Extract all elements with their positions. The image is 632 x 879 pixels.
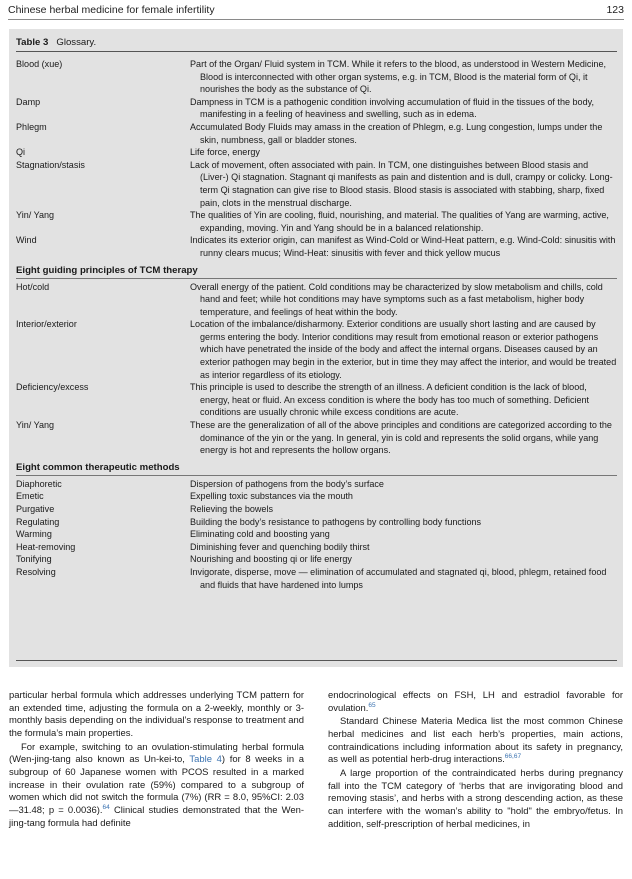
definition-cell: These are the generalization of all of the above principles and conditions are categorized according to the dominance of the yin or the yang. In general, yin is cold and represents the solid organs, while yang energy is hot and represents the hollow organs.	[190, 420, 612, 456]
table-row	[16, 121, 617, 146]
guiding-principles-group	[16, 281, 617, 457]
term-cell: Tonifying	[16, 554, 52, 565]
term-cell: Warming	[16, 529, 52, 540]
table-row	[16, 58, 617, 96]
term-cell: Heat-removing	[16, 541, 76, 552]
term-cell: Hot/cold	[16, 281, 50, 292]
table-row	[16, 566, 617, 591]
citation-65[interactable]: 65	[368, 701, 376, 709]
table-caption	[16, 37, 617, 48]
table-row	[16, 381, 617, 419]
citation-64[interactable]: 64	[102, 803, 110, 811]
definition-cell: Building the body’s resistance to pathogens by controlling body functions	[190, 516, 482, 527]
paragraph: endocrinological effects on FSH, LH and estradiol favorable for ovulation.$^{65}$	[328, 690, 623, 714]
definition-cell: Invigorate, disperse, move — elimination of accumulated and stagnated qi, blood, phlegm, retained food and fluids that have hardened into lumps	[190, 566, 607, 590]
table-row	[16, 281, 617, 319]
page-number: 123	[606, 4, 624, 16]
table-row	[16, 528, 617, 541]
term-cell: Blood (xue)	[16, 59, 63, 69]
table-title: Glossary.	[56, 37, 97, 48]
table-row	[16, 490, 617, 503]
therapeutic-methods-group	[16, 478, 617, 591]
term-cell: Phlegm	[16, 121, 47, 132]
definition-cell: Lack of movement, often associated with pain. In TCM, one distinguishes between Blood stasis and (Liver-) Qi stagnation. Stagnant qi manifests as pain and distention and is dull, crampy or colicky. Long-term Qi stagnation can give rise to Blood stasis. Blood stasis is associated with stabbing, sharp, fixed pain, clots in the menstrual discharge.	[190, 159, 613, 208]
definition-cell: Location of the imbalance/disharmony. Exterior conditions are usually short lasting and are caused by germs entering the body. Interior conditions may result from emotional reason or exterior pathogens which have penetrated the inside of the body and affect the internal organs. Diseases caused by an exterior pathogen may begin in the exterior, but in time they may affect the interior, and would be treated as interior regardless of its etiology.	[190, 319, 617, 380]
header-rule	[8, 19, 624, 20]
table-4-link[interactable]: Table 4	[189, 754, 222, 766]
term-cell: Yin/ Yang	[16, 210, 55, 221]
table-row	[16, 541, 617, 554]
table-row	[16, 478, 617, 491]
definition-cell: Accumulated Body Fluids may amass in the creation of Phlegm, e.g. Lung congestion, lumps under the skin, numbness, gall or bladder stones.	[190, 121, 603, 145]
term-cell: Wind	[16, 235, 37, 246]
table-row	[16, 419, 617, 457]
paragraph: A large proportion of the contraindicated herbs during pregnancy fall into the TCM category of ‘herbs that are invigorating blood and removing stasis’, and herbs with a strong descending action, as these can interfere with the woman’s ability to "hold" the embryo/fetus. In addition, self-prescription of herbal medicines, in	[328, 767, 623, 830]
table-row	[16, 318, 617, 381]
definition-cell: Part of the Organ/ Fluid system in TCM. While it refers to the blood, as understood in Western Medicine, Blood is interconnected with other organ systems, e.g. in TCM, Blood is the material form of Qi, it nourishes the body as the substance of Qi.	[190, 59, 607, 95]
glossary-table	[9, 29, 623, 667]
table-row	[16, 234, 617, 259]
paragraph: For example, switching to an ovulation-stimulating herbal formula (Wen-jing-tang also known as Un-kei-to, Table 4) for 8 weeks in a subgroup of 60 Japanese women with PCOS resulted in a marked increase in their ovulation rate (59%) compared to a subgroup of women which did not switch the formula (7%) (RR = 8.0, 95%CI: 2.03—31.48; p = 0.0036).$^{64}$ Clinical studies demonstrated that the Wen-jing-tang formula had definite	[9, 741, 304, 829]
definition-cell: This principle is used to describe the strength of an illness. A deficient condition is the lack of blood, energy, heat or fluid. An excess condition is where the body has too much of something. Deficient conditions are usually chronic while excess conditions are acute.	[190, 382, 590, 418]
term-cell: Regulating	[16, 516, 60, 527]
term-cell: Deficiency/excess	[16, 382, 89, 393]
citation-66-67[interactable]: 66,67	[504, 753, 522, 761]
table-row	[16, 209, 617, 234]
definition-cell: Diminishing fever and quenching bodily thirst	[190, 541, 370, 552]
term-cell: Diaphoretic	[16, 478, 62, 489]
term-cell: Emetic	[16, 491, 44, 502]
definition-cell: Life force, energy	[190, 147, 260, 158]
definition-cell: Expelling toxic substances via the mouth	[190, 491, 353, 502]
term-cell: Yin/ Yang	[16, 420, 55, 431]
section-title-therapeutic-methods: Eight common therapeutic methods	[16, 461, 180, 473]
running-head	[8, 4, 624, 18]
section-rule	[16, 278, 617, 279]
table-row	[16, 516, 617, 529]
paragraph: Standard Chinese Materia Medica list the most common Chinese herbal medicines and list each herb’s properties, main actions, contraindications including information about its safety in pregnancy, as well as potential herb-drug interactions.$^{66,67}$	[328, 716, 623, 766]
term-cell: Interior/exterior	[16, 319, 77, 330]
left-column	[9, 690, 304, 831]
term-cell: Stagnation/stasis	[16, 159, 85, 170]
definition-cell: Dispersion of pathogens from the body’s surface	[190, 478, 384, 489]
definition-cell: Relieving the bowels	[190, 504, 273, 514]
definition-cell: Overall energy of the patient. Cold conditions may be characterized by slow metabolism and chills, cold hand and feet; while hot conditions may have symptoms such as a fast metabolism, higher body temperature, and feelings of heat within the body.	[190, 281, 603, 317]
running-title: Chinese herbal medicine for female infertility	[8, 4, 215, 16]
paragraph: particular herbal formula which addresses underlying TCM pattern for an extended time, adjusting the formula on a 2-weekly, monthly or 3-monthly basis depending on the individual’s response to treatment and the formula’s main properties.	[9, 690, 304, 739]
table-label: Table 3	[16, 37, 49, 48]
term-cell: Damp	[16, 96, 41, 107]
definition-cell: Nourishing and boosting qi or life energy	[190, 554, 352, 565]
definition-cell: The qualities of Yin are cooling, fluid, nourishing, and material. The qualities of Yang are warming, active, expanding, moving. Yin and Yang should be in a balanced relationship.	[190, 210, 609, 233]
table-row	[16, 146, 617, 159]
body-text	[9, 690, 623, 831]
definition-cell: Indicates its exterior origin, can manifest as Wind-Cold or Wind-Heat pattern, e.g. Wind-Cold: sinusitis with runny clears mucus; Wind-Heat: sinusitis with fever and thick yellow mucus	[190, 235, 616, 258]
term-cell: Qi	[16, 147, 26, 158]
table-row	[16, 159, 617, 209]
term-cell: Purgative	[16, 504, 55, 514]
table-row	[16, 96, 617, 121]
caption-rule	[16, 51, 617, 52]
term-cell: Resolving	[16, 566, 56, 577]
table-row	[16, 553, 617, 566]
right-column	[328, 690, 623, 831]
table-row	[16, 503, 617, 516]
definition-cell: Dampness in TCM is a pathogenic condition involving accumulation of fluid in the tissues of the body, manifesting in a feeling of heaviness and swelling, such as in edema.	[190, 96, 594, 120]
definition-cell: Eliminating cold and boosting yang	[190, 529, 330, 540]
table-bottom-rule	[16, 660, 617, 661]
section-title-guiding-principles: Eight guiding principles of TCM therapy	[16, 264, 198, 276]
glossary-terms-group	[16, 58, 617, 260]
section-rule	[16, 475, 617, 476]
